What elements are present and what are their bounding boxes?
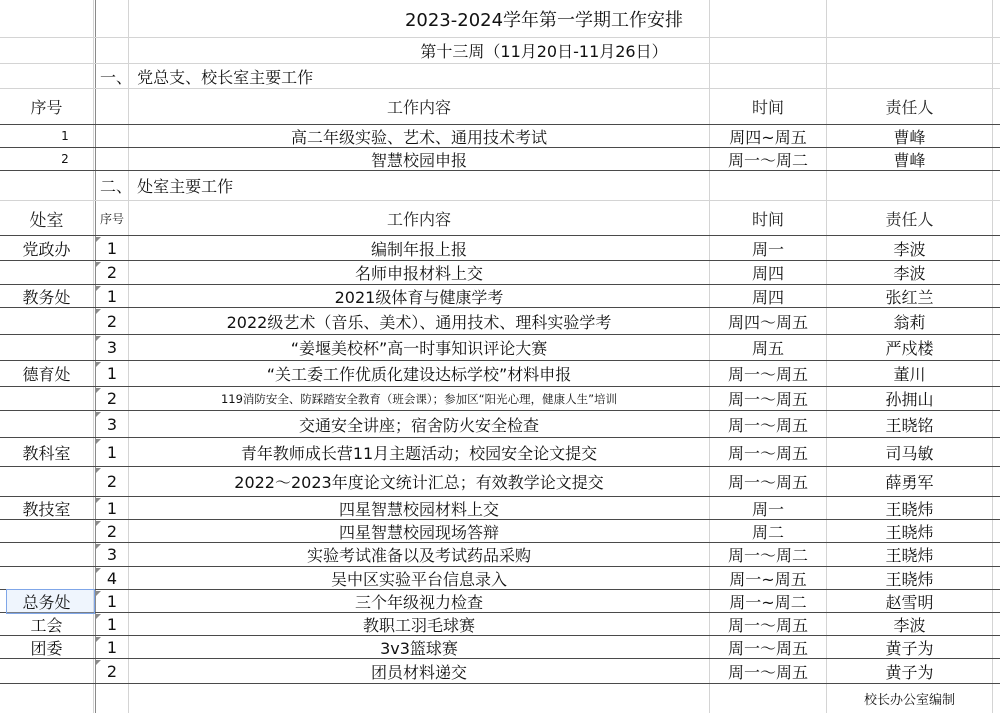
page-title: 2023-2024学年第一学期工作安排 xyxy=(404,9,684,31)
owner-cell[interactable]: 薛勇军 xyxy=(885,473,934,492)
owner-cell[interactable]: 严戍楼 xyxy=(885,339,934,358)
owner-cell[interactable]: 赵雪明 xyxy=(885,592,934,612)
time-cell[interactable]: 周一～周五 xyxy=(727,615,808,635)
section2-header-content: 工作内容 xyxy=(386,209,451,229)
dept-cell[interactable]: 教技室 xyxy=(22,499,71,519)
dept-cell[interactable] xyxy=(0,261,93,284)
time-cell[interactable]: 周一～周五 xyxy=(727,662,808,682)
time-cell[interactable]: 周一～周五 xyxy=(727,443,808,463)
time-cell[interactable]: 周一～周五 xyxy=(727,390,808,409)
owner-cell[interactable]: 张红兰 xyxy=(885,287,934,307)
time-cell[interactable]: 周一~周二 xyxy=(729,592,807,612)
seq-cell[interactable]: 1 xyxy=(106,442,118,462)
owner-cell[interactable]: 王晓炜 xyxy=(885,499,934,519)
seq-cell[interactable]: 2 xyxy=(106,389,118,408)
seq-cell[interactable]: 1 xyxy=(106,637,118,657)
content-cell[interactable]: 教职工羽毛球赛 xyxy=(362,615,475,635)
time-cell[interactable]: 周一～周二 xyxy=(727,150,808,170)
seq-cell[interactable]: 2 xyxy=(106,311,118,331)
dept-cell[interactable] xyxy=(0,567,93,589)
content-cell[interactable]: 三个年级视力检查 xyxy=(354,592,483,612)
time-cell[interactable]: 周一～周五 xyxy=(727,415,808,435)
dept-cell[interactable] xyxy=(0,467,93,496)
time-cell[interactable]: 周五 xyxy=(751,339,784,358)
owner-cell[interactable]: 王晓炜 xyxy=(885,546,934,565)
seq-cell[interactable]: 2 xyxy=(106,263,118,282)
seq-cell[interactable]: 1 xyxy=(106,591,118,611)
section2-header-owner: 责任人 xyxy=(885,209,934,229)
seq-cell[interactable]: 1 xyxy=(106,238,118,258)
content-cell[interactable]: “关工委工作优质化建设达标学校”材料申报 xyxy=(266,365,572,384)
owner-cell[interactable]: 王晓铭 xyxy=(885,415,934,435)
content-cell[interactable]: 吴中区实验平台信息录入 xyxy=(330,569,507,589)
time-cell[interactable]: 周四 xyxy=(751,287,784,307)
dept-cell[interactable]: 教务处 xyxy=(22,287,71,307)
time-cell[interactable]: 周一~周五 xyxy=(729,569,807,589)
content-cell[interactable]: 2022～2023年度论文统计汇总；有效教学论文提交 xyxy=(234,473,604,492)
dept-cell[interactable] xyxy=(0,659,93,683)
owner-cell[interactable]: 黄子为 xyxy=(885,638,934,658)
week-subtitle: 第十三周（11月20日-11月26日） xyxy=(420,42,668,61)
section1-header-time: 时间 xyxy=(751,98,784,117)
time-cell[interactable]: 周一 xyxy=(751,239,784,259)
dept-cell[interactable] xyxy=(0,520,93,542)
seq-cell[interactable]: 1 xyxy=(106,286,118,306)
dept-cell[interactable] xyxy=(0,411,93,437)
content-cell[interactable]: 2022级艺术（音乐、美术）、通用技术、理科实验学考 xyxy=(226,312,612,332)
owner-cell[interactable]: 翁莉 xyxy=(893,312,926,332)
section2-heading: 二、 处室主要工作 xyxy=(100,177,234,196)
seq-cell[interactable]: 1 xyxy=(106,364,118,383)
time-cell[interactable]: 周一～周二 xyxy=(727,546,808,565)
dept-cell[interactable]: 工会 xyxy=(30,615,63,635)
section2-header-time: 时间 xyxy=(751,209,784,229)
owner-cell[interactable]: 黄子为 xyxy=(885,662,934,682)
time-cell[interactable]: 周一 xyxy=(751,499,784,519)
seq-cell[interactable]: 2 xyxy=(106,521,118,541)
time-cell[interactable]: 周一～周五 xyxy=(727,473,808,492)
section1-heading: 一、 党总支、校长室主要工作 xyxy=(100,67,314,87)
time-cell[interactable]: 周四 xyxy=(751,264,784,283)
dept-cell[interactable] xyxy=(0,387,93,410)
owner-cell[interactable]: 曹峰 xyxy=(893,127,926,147)
time-cell[interactable]: 周一～周五 xyxy=(727,365,808,384)
seq-cell[interactable]: 4 xyxy=(106,568,118,588)
grid-line xyxy=(992,0,993,713)
section1-header-owner: 责任人 xyxy=(885,98,934,117)
dept-cell[interactable] xyxy=(0,335,93,360)
time-cell[interactable]: 周二 xyxy=(751,522,784,542)
content-cell[interactable]: “姜堰美校杯”高一时事知识评论大赛 xyxy=(290,339,548,358)
owner-cell[interactable]: 孙拥山 xyxy=(885,390,934,409)
content-cell[interactable]: 四星智慧校园现场答辩 xyxy=(338,522,499,542)
seq-cell[interactable]: 1 xyxy=(106,498,118,518)
content-cell[interactable]: 四星智慧校园材料上交 xyxy=(338,499,499,519)
owner-cell[interactable]: 李波 xyxy=(893,615,926,635)
footer-note: 校长办公室编制 xyxy=(863,693,955,708)
section1-header-content: 工作内容 xyxy=(386,98,451,117)
content-cell[interactable]: 实验考试准备以及考试药品采购 xyxy=(306,546,531,565)
seq-cell[interactable]: 1 xyxy=(61,129,69,143)
seq-cell[interactable]: 2 xyxy=(61,152,69,166)
dept-cell[interactable] xyxy=(0,543,93,566)
owner-cell[interactable]: 王晓炜 xyxy=(885,522,934,542)
content-cell[interactable]: 高二年级实验、艺术、通用技术考试 xyxy=(290,127,547,147)
dept-cell[interactable]: 德育处 xyxy=(22,365,71,384)
dept-cell[interactable]: 团委 xyxy=(30,638,63,658)
content-cell[interactable]: 2021级体育与健康学考 xyxy=(334,287,504,307)
dept-cell[interactable] xyxy=(0,308,93,334)
seq-cell[interactable]: 3 xyxy=(106,545,118,564)
content-cell[interactable]: 119消防安全、防踩踏安全教育（班会课）；参加区“阳光心理，健康人生”培训 xyxy=(220,391,618,406)
seq-cell[interactable]: 2 xyxy=(106,661,118,681)
content-cell[interactable]: 交通安全讲座；宿舍防火安全检查 xyxy=(298,415,539,435)
seq-cell[interactable]: 2 xyxy=(106,472,118,491)
seq-cell[interactable]: 1 xyxy=(106,614,118,634)
owner-cell[interactable]: 曹峰 xyxy=(893,150,926,170)
owner-cell[interactable]: 董川 xyxy=(893,365,926,384)
dept-cell[interactable]: 总务处 xyxy=(22,592,71,612)
time-cell[interactable]: 周一～周五 xyxy=(727,638,808,658)
owner-cell[interactable]: 司马敏 xyxy=(885,443,934,463)
content-cell[interactable]: 名师申报材料上交 xyxy=(354,264,483,283)
content-cell[interactable]: 3v3篮球赛 xyxy=(380,638,458,658)
dept-cell[interactable]: 教科室 xyxy=(22,443,71,463)
seq-cell[interactable]: 3 xyxy=(106,414,118,434)
dept-cell[interactable]: 党政办 xyxy=(22,239,71,259)
content-cell[interactable]: 智慧校园申报 xyxy=(370,150,467,170)
content-cell[interactable]: 编制年报上报 xyxy=(370,239,467,259)
owner-cell[interactable]: 李波 xyxy=(893,239,926,259)
time-cell[interactable]: 周四～周五 xyxy=(727,312,808,332)
section2-header-dept: 处室 xyxy=(29,210,64,231)
time-cell[interactable]: 周四~周五 xyxy=(729,127,807,147)
owner-cell[interactable]: 王晓炜 xyxy=(885,569,934,589)
owner-cell[interactable]: 李波 xyxy=(893,264,926,283)
content-cell[interactable]: 青年教师成长营11月主题活动；校园安全论文提交 xyxy=(240,443,598,463)
seq-cell[interactable]: 3 xyxy=(106,338,118,357)
section2-header-seq: 序号 xyxy=(99,211,124,226)
section1-header-seq: 序号 xyxy=(30,98,63,117)
content-cell[interactable]: 团员材料递交 xyxy=(370,662,467,682)
